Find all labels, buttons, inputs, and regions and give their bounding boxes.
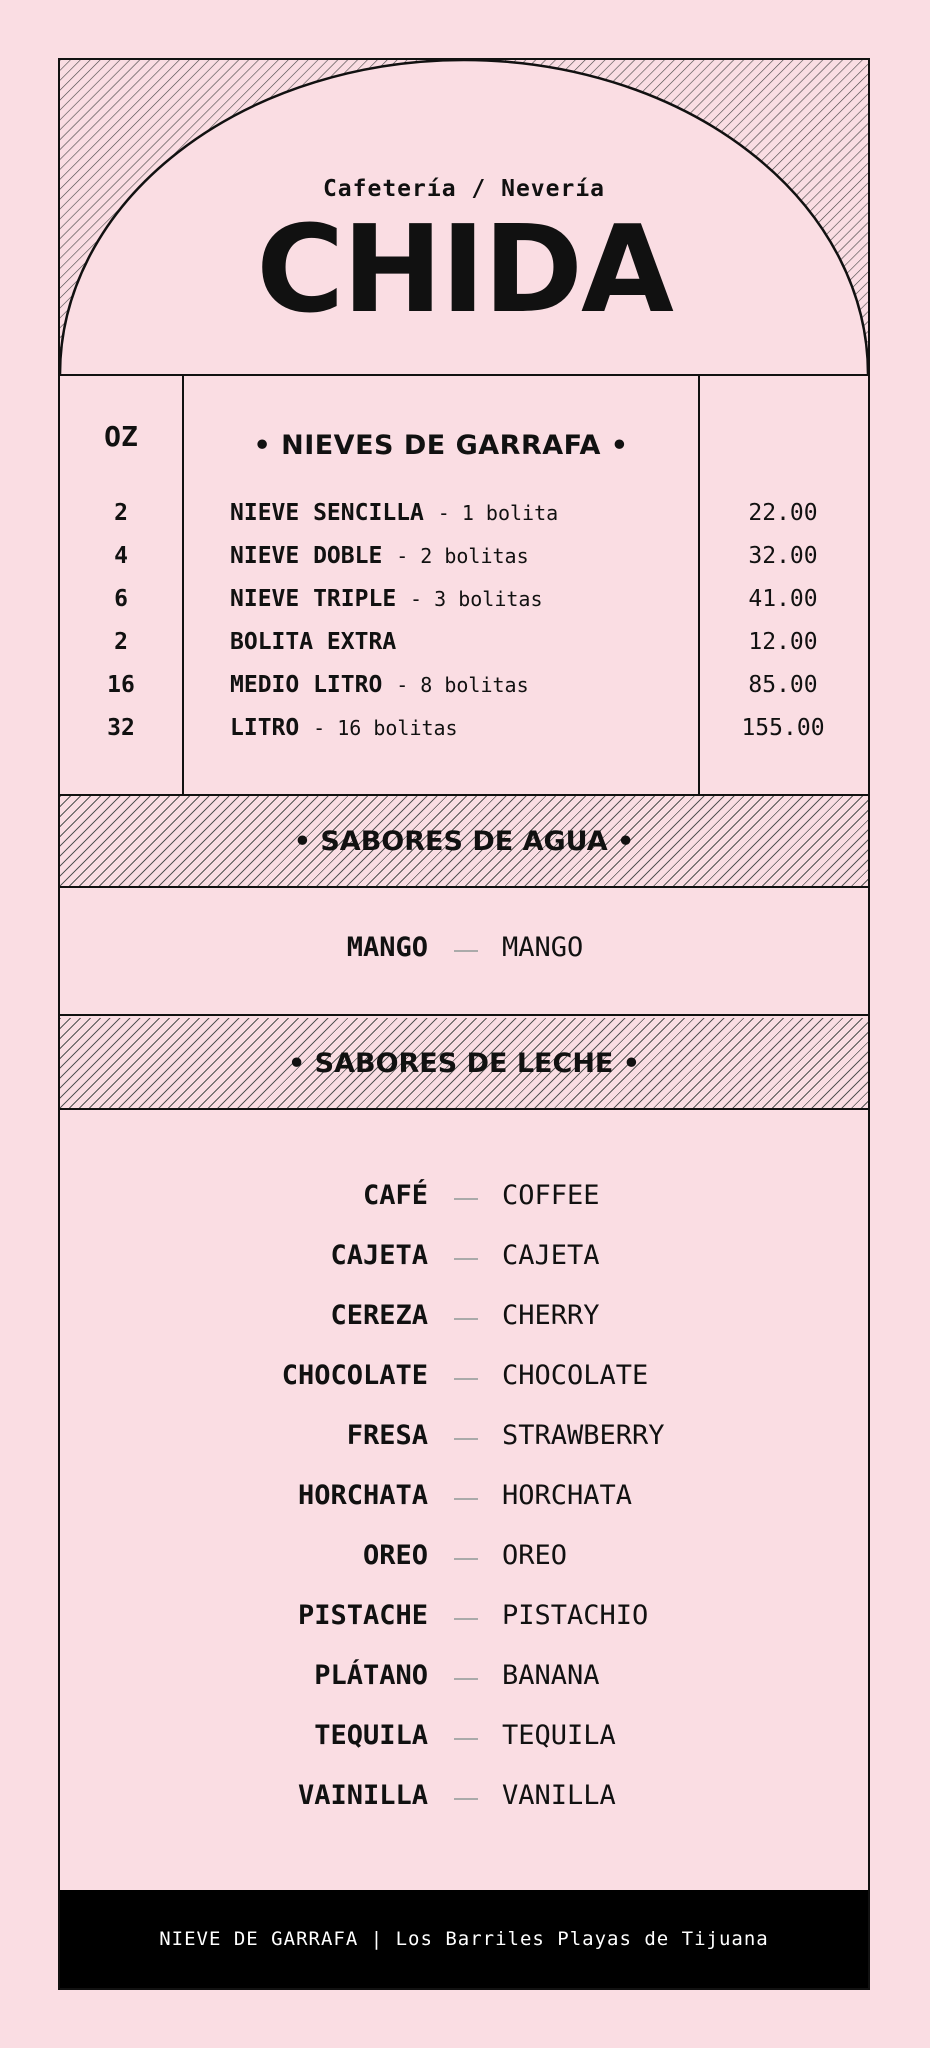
item-price: 22.00 [748, 500, 818, 526]
dash-divider [454, 1318, 478, 1320]
section-title-agua: • SABORES DE AGUA • [293, 825, 635, 857]
flavor-en: COFFEE [502, 1180, 600, 1211]
prices-table [60, 374, 868, 796]
flavor-en: CAJETA [502, 1240, 600, 1271]
price-row [60, 543, 868, 583]
flavor-en: CHERRY [502, 1300, 600, 1331]
item-name: LITRO - 16 bolitas [230, 715, 458, 741]
item-price: 12.00 [748, 629, 818, 655]
flavor-item [60, 1540, 868, 1580]
oz-value: 16 [107, 672, 135, 698]
flavor-item [60, 1600, 868, 1640]
flavor-item [60, 1300, 868, 1340]
price-row [60, 715, 868, 755]
footer-text: NIEVE DE GARRAFA | Los Barriles Playas de Tijuana [159, 1928, 769, 1950]
price-row [60, 629, 868, 669]
item-price: 32.00 [748, 543, 818, 569]
section-title-leche: • SABORES DE LECHE • [287, 1047, 641, 1079]
item-name: NIEVE TRIPLE - 3 bolitas [230, 586, 543, 612]
flavor-en: MANGO [502, 932, 584, 963]
dash-divider [454, 950, 478, 952]
flavor-en: OREO [502, 1540, 568, 1571]
dash-divider [454, 1558, 478, 1560]
item-name: NIEVE DOBLE - 2 bolitas [230, 543, 529, 569]
flavor-es: TEQUILA [314, 1720, 428, 1751]
dash-divider [454, 1798, 478, 1800]
flavor-en: HORCHATA [502, 1480, 633, 1511]
item-name: NIEVE SENCILLA - 1 bolita [230, 500, 559, 526]
flavor-en: CHOCOLATE [502, 1360, 649, 1391]
dash-divider [454, 1678, 478, 1680]
oz-value: 6 [114, 586, 128, 612]
dash-divider [454, 1618, 478, 1620]
flavor-es: CAJETA [330, 1240, 428, 1271]
flavor-item [60, 932, 868, 972]
milk-flavors-band [60, 1018, 868, 1110]
flavor-item [60, 1720, 868, 1760]
flavor-es: VAINILLA [297, 1780, 428, 1811]
brand-title: CHIDA [256, 201, 672, 340]
flavor-es: CEREZA [330, 1300, 428, 1331]
oz-value: 2 [114, 500, 128, 526]
flavor-es: HORCHATA [297, 1480, 428, 1511]
flavor-es: MANGO [346, 932, 428, 963]
flavor-item [60, 1660, 868, 1700]
flavor-es: PISTACHE [297, 1600, 428, 1631]
oz-value: 2 [114, 629, 128, 655]
price-row [60, 586, 868, 626]
oz-value: 32 [107, 715, 135, 741]
item-price: 155.00 [741, 715, 825, 741]
flavor-en: TEQUILA [502, 1720, 616, 1751]
dash-divider [454, 1738, 478, 1740]
flavor-es: OREO [362, 1540, 428, 1571]
flavor-en: BANANA [502, 1660, 600, 1691]
dash-divider [454, 1378, 478, 1380]
price-row [60, 672, 868, 712]
item-price: 85.00 [748, 672, 818, 698]
flavor-en: VANILLA [502, 1780, 616, 1811]
flavor-es: CAFÉ [362, 1180, 428, 1211]
flavor-item [60, 1360, 868, 1400]
flavor-item [60, 1180, 868, 1220]
cafe-subtitle: Cafetería / Nevería [322, 176, 606, 202]
flavor-es: CHOCOLATE [281, 1360, 428, 1391]
item-price: 41.00 [748, 586, 818, 612]
item-name: MEDIO LITRO - 8 bolitas [230, 672, 529, 698]
flavor-item [60, 1780, 868, 1820]
flavor-es: FRESA [346, 1420, 428, 1451]
oz-value: 4 [114, 543, 128, 569]
oz-header: OZ [104, 420, 138, 453]
item-name: BOLITA EXTRA [230, 629, 397, 655]
dash-divider [454, 1198, 478, 1200]
flavor-item [60, 1240, 868, 1280]
water-flavors-list [60, 888, 868, 1016]
flavor-item [60, 1480, 868, 1520]
flavor-es: PLÁTANO [314, 1660, 428, 1691]
menu-header [60, 60, 868, 374]
flavor-en: STRAWBERRY [502, 1420, 665, 1451]
dash-divider [454, 1438, 478, 1440]
dash-divider [454, 1498, 478, 1500]
water-flavors-band [60, 796, 868, 888]
footer-bar [60, 1890, 868, 1988]
flavor-item [60, 1420, 868, 1460]
section-title-garrafa: • NIEVES DE GARRAFA • [253, 430, 629, 461]
dash-divider [454, 1258, 478, 1260]
price-row [60, 500, 868, 540]
menu-frame [58, 58, 870, 1990]
flavor-en: PISTACHIO [502, 1600, 649, 1631]
